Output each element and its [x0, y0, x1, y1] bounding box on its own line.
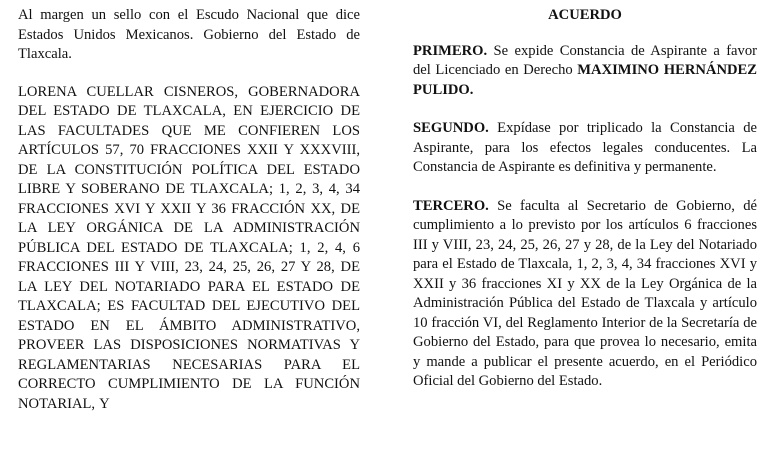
clause-primero-text: Se expide Constancia de Aspirante a favor del Licenciado en Derecho	[413, 42, 757, 78]
clause-segundo-text: Expídase por triplicado la Constancia de Aspirante, para los efectos legales conducentes. La Constancia de Aspirante es definitiva y permanente.	[413, 120, 757, 175]
clause-tercero-text: Se faculta al Secretario de Gobierno, dé cumplimiento a lo previsto por los artículos 6 fracciones III y VIII, 23, 24, 25, 26, 27 y 28, de la Ley del Notariado para el Estado de Tlaxcala, 1, 2, 3, 4, 34 fracciones XVI y XXII y 36 fracciones XI y XX de la Ley Orgánica de la Administración Pública del Estado de Tlaxcala y artículo 10 fracción VI, del Reglamento Interior de la Secretaría de Gobierno del Estado, para que provea lo necesario, emita y mande a publicar el presente acuerdo, en el Periódico Oficial del Gobierno del Estado.	[413, 197, 757, 389]
agreement-heading: ACUERDO	[548, 7, 622, 23]
clause-primero	[413, 42, 757, 101]
clause-segundo	[413, 119, 757, 178]
licensee-name: MAXIMINO HERNÁNDEZ PULIDO.	[413, 62, 757, 98]
governor-statement-paragraph: LORENA CUELLAR CISNEROS, GOBERNADORA DEL ESTADO DE TLAXCALA, EN EJERCICIO DE LAS FACULTADES QUE ME CONFIEREN LOS ARTÍCULOS 57, 70 FRACCIONES XXII Y XXXVIII, DE LA CONSTITUCIÓN POLÍTICA DEL ESTADO LIBRE Y SOBERANO DE TLAXCALA; 1, 2, 3, 4, 34 FRACCIONES XVI Y XXII Y 36 FRACCIÓN XX, DE LA LEY ORGÁNICA DE LA ADMINISTRACIÓN PÚBLICA DEL ESTADO DE TLAXCALA; 1, 2, 4, 6 FRACCIONES III Y VIII, 23, 24, 25, 26, 27 Y 28, DE LA LEY DEL NOTARIADO PARA EL ESTADO DE TLAXCALA; ES FACULTAD DEL EJECUTIVO DEL ESTADO EN EL ÁMBITO ADMINISTRATIVO, PROVEER LAS DISPOSICIONES NORMATIVAS Y REGLAMENTARIAS NECESARIAS PARA EL CORRECTO CUMPLIMIENTO DE LA FUNCIÓN NOTARIAL, Y	[18, 83, 360, 412]
clause-tercero	[413, 197, 757, 392]
seal-intro-paragraph: Al margen un sello con el Escudo Nacional que dice Estados Unidos Mexicanos. Gobierno del Estado de Tlaxcala.	[18, 7, 360, 62]
clause-segundo-label: SEGUNDO.	[413, 120, 489, 136]
clause-tercero-label: TERCERO.	[413, 197, 489, 214]
right-column	[413, 6, 757, 411]
left-column	[18, 6, 360, 414]
clause-primero-label: PRIMERO.	[413, 42, 488, 59]
